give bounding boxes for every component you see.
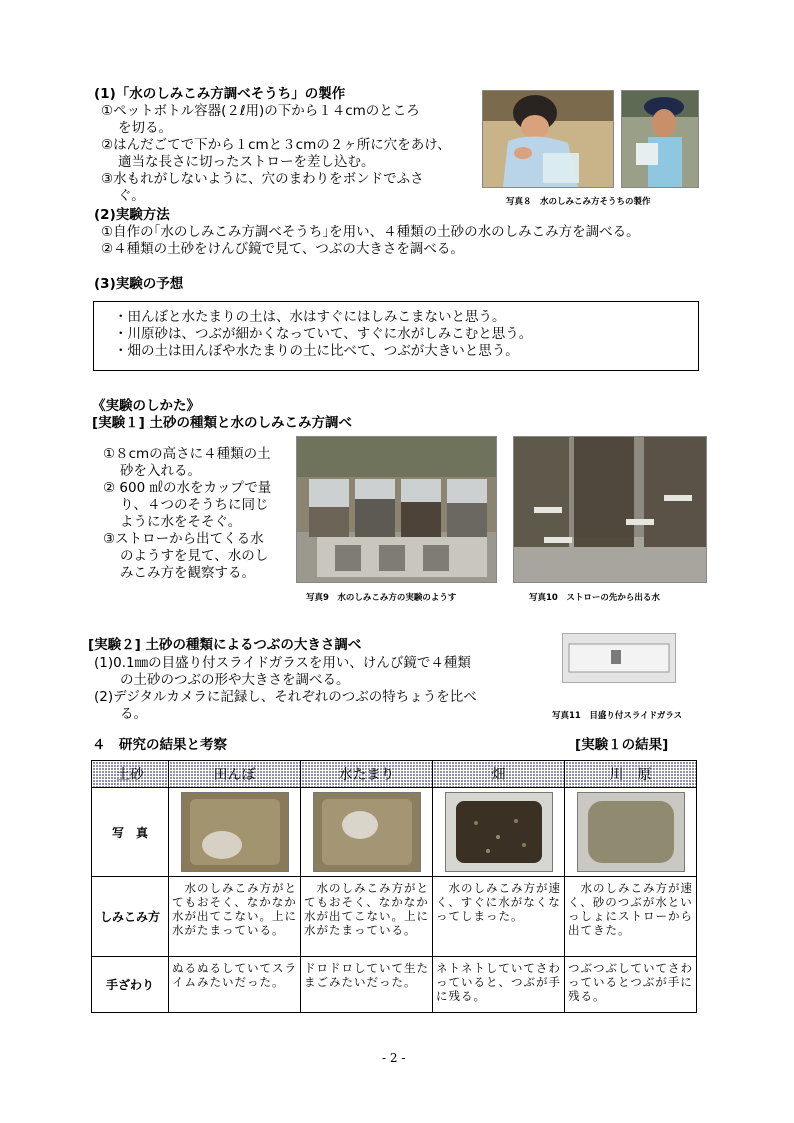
section1-line: ②はんだごてで下から１cmと３cmの２ヶ所に穴をあけ、 (101, 137, 451, 153)
prediction-line: ・田んぼと水たまりの土は、水はすぐにはしみこまないと思う。 (114, 309, 506, 325)
photo-farm-soil (445, 792, 553, 872)
experiment1-title: [実験１] 土砂の種類と水のしみこみ方調べ (92, 415, 353, 431)
photo8-caption: 写真８ 水のしみこみ方そうちの製作 (506, 197, 651, 207)
results-tag: [実験１の結果] (575, 737, 669, 753)
page-number: - 2 - (382, 1051, 406, 1065)
section2-heading: (2)実験方法 (94, 207, 170, 223)
soak-farm-field: 水のしみこみ方が速く、すぐに水がなくなってしまった。 (433, 877, 565, 957)
section1-line: を切る。 (118, 120, 172, 136)
results-table (91, 760, 697, 1013)
touch-farm-field: ネトネトしていてさわっていると、つぶが手に残る。 (433, 957, 565, 1013)
table-row-photo (92, 788, 697, 877)
touch-rice-field: ぬるぬるしていてスライムみたいだった。 (169, 957, 301, 1013)
photo-riverbank-sand (577, 792, 685, 872)
experiment2-title: [実験２] 土砂の種類によるつぶの大きさ調べ (88, 637, 362, 653)
results-heading: ４ 研究の結果と考察 (92, 737, 227, 753)
col-header-puddle: 水たまり (301, 761, 433, 788)
touch-riverbank: つぶつぶしていてさわっているとつぶが手に残る。 (565, 957, 697, 1013)
exp2-line: (2)デジタルカメラに記録し、それぞれのつぶの特ちょうを比べ (94, 689, 477, 705)
photo-straw-water (513, 436, 707, 583)
section1-line: ①ペットボトル容器(２ℓ用)の下から１４cmのところ (101, 103, 420, 119)
row-label-photo: 写 真 (92, 788, 169, 877)
soak-rice-field: 水のしみこみ方がとてもおそく、なかなか水が出てこない。上に水がたまっている。 (169, 877, 301, 957)
soak-riverbank: 水のしみこみ方が速く、砂のつぶが水といっしょにストローから出てきた。 (565, 877, 697, 957)
row-label-soak: しみこみ方 (92, 877, 169, 957)
col-header-rice-field: 田んぼ (169, 761, 301, 788)
touch-puddle: ドロドロしていて生たまごみたいだった。 (301, 957, 433, 1013)
exp1-line: ③ストローから出てくる水 (103, 531, 264, 547)
exp1-line: 砂を入れる。 (120, 463, 201, 479)
exp1-line: ② 600 ㎖の水をカップで量 (103, 480, 272, 496)
exp1-line: のようすを見て、水のし (120, 548, 269, 564)
col-header-farm-field: 畑 (433, 761, 565, 788)
exp2-line: (1)0.1㎜の目盛り付スライドガラスを用い、けんび鏡で４種類 (94, 655, 471, 671)
row-label-touch: 手ざわり (92, 957, 169, 1013)
photo-puddle-soil (313, 792, 421, 872)
section1-line: ぐ。 (118, 188, 145, 204)
soak-puddle: 水のしみこみ方がとてもおそく、なかなか水が出てこない。上に水がたまっている。 (301, 877, 433, 957)
photo10-caption: 写真10 ストローの先から出る水 (529, 593, 660, 603)
photo-device-making-1 (482, 90, 614, 188)
photo-experiment-setup (296, 436, 497, 583)
section1-line: 適当な長さに切ったストローを差し込む。 (118, 154, 375, 170)
photo-rice-field-soil (181, 792, 289, 872)
section2-line: ①自作の｢水のしみこみ方調べそうち｣を用い、４種類の土砂の水のしみこみ方を調べる。 (101, 224, 640, 240)
exp1-line: ように水をそそぐ。 (120, 514, 242, 530)
exp1-line: り、４つのそうちに同じ (120, 497, 269, 513)
section2-line: ②４種類の土砂をけんび鏡で見て、つぶの大きさを調べる。 (101, 241, 464, 257)
exp1-line: みこみ方を観察する。 (120, 565, 255, 581)
exp1-line: ①８cmの高さに４種類の土 (103, 446, 271, 462)
method-heading: 《実験のしかた》 (92, 398, 200, 414)
exp2-line: る。 (120, 706, 147, 722)
photo11-caption: 写真11 目盛り付スライドガラス (552, 711, 683, 721)
photo-device-making-2 (621, 90, 699, 188)
col-header-riverbank: 川 原 (565, 761, 697, 788)
section3-heading: (3)実験の予想 (94, 276, 184, 292)
exp2-line: の土砂のつぶの形や大きさを調べる。 (120, 672, 350, 688)
section1-line: ③水もれがしないように、穴のまわりをボンドでふさ (101, 171, 424, 187)
col-header-soil: 土砂 (92, 761, 169, 788)
table-header-row (92, 761, 697, 788)
section1-heading: (1)「水のしみこみ方調べそうち」の製作 (94, 86, 346, 102)
table-row-touch (92, 957, 697, 1013)
photo-slide-glass (562, 633, 676, 683)
photo9-caption: 写真9 水のしみこみ方の実験のようす (306, 593, 457, 603)
prediction-line: ・川原砂は、つぶが細かくなっていて、すぐに水がしみこむと思う。 (114, 326, 533, 342)
table-row-soak (92, 877, 697, 957)
prediction-line: ・畑の土は田んぼや水たまりの土に比べて、つぶが大きいと思う。 (114, 343, 519, 359)
